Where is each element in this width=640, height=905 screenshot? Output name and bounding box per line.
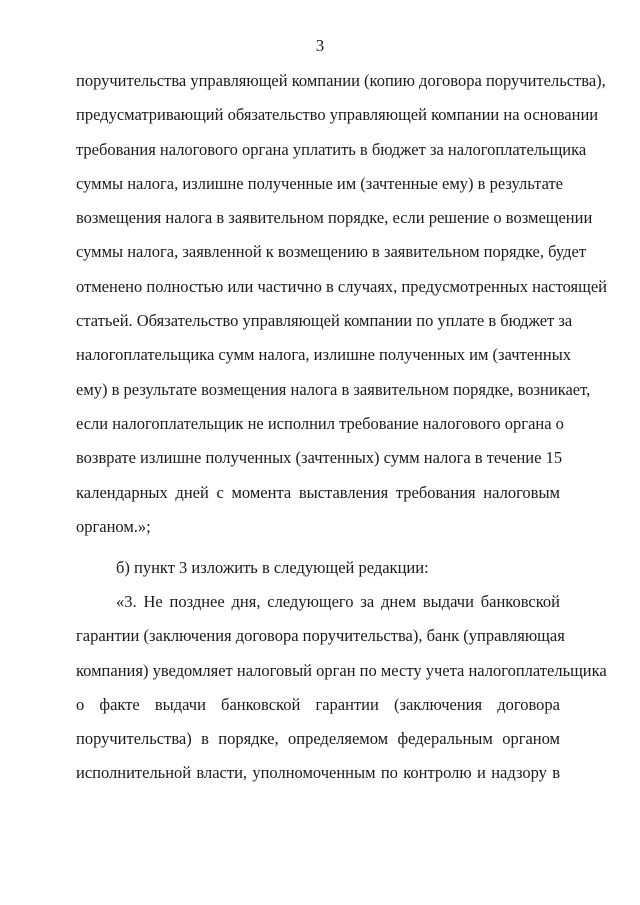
text-line: поручительства управляющей компании (копию договора поручительства),: [76, 71, 606, 90]
text-line: возврате излишне полученных (зачтенных) сумм налога в течение 15: [76, 448, 563, 468]
text-line: требования налогового органа уплатить в бюджет за налогоплательщика: [76, 139, 587, 159]
paragraph-point-3: [76, 592, 607, 798]
text-line: о факте выдачи банковской гарантии (заключения договора: [76, 694, 560, 714]
text-line: суммы налога, заявленной к возмещению в заявительном порядке, будет: [76, 242, 587, 262]
text-line: календарных дней с момента выставления требования налоговым: [76, 482, 560, 502]
paragraph-continuation: [76, 71, 607, 551]
text-line: поручительства) в порядке, определяемом федеральным органом: [76, 729, 560, 749]
text-line: статьей. Обязательство управляющей компании по уплате в бюджет за: [76, 311, 573, 331]
text-line: предусматривающий обязательство управляющей компании на основании: [76, 105, 599, 125]
text-line: отменено полностью или частично в случаях, предусмотренных настоящей: [76, 276, 607, 296]
text-line: ему) в результате возмещения налога в заявительном порядке, возникает,: [76, 379, 591, 399]
text-line: суммы налога, излишне полученные им (зачтенные ему) в результате: [76, 173, 564, 193]
text-line: возмещения налога в заявительном порядке, если решение о возмещении: [76, 208, 593, 228]
text-line: гарантии (заключения договора поручительства), банк (управляющая: [76, 626, 565, 646]
paragraph-item-b: [76, 558, 560, 592]
text-line: если налогоплательщик не исполнил требование налогового органа о: [76, 413, 564, 433]
text-line: налогоплательщика сумм налога, излишне полученных им (зачтенных: [76, 345, 572, 365]
page-number: 3: [315, 36, 325, 55]
text-line: компания) уведомляет налоговый орган по месту учета налогоплательщика: [76, 660, 607, 680]
text-line: органом.»;: [76, 516, 151, 536]
text-line: «3. Не позднее дня, следующего за днем выдачи банковской: [116, 592, 560, 611]
text-line: б) пункт 3 изложить в следующей редакции:: [116, 558, 429, 577]
text-line: исполнительной власти, уполномоченным по контролю и надзору в: [76, 763, 560, 783]
